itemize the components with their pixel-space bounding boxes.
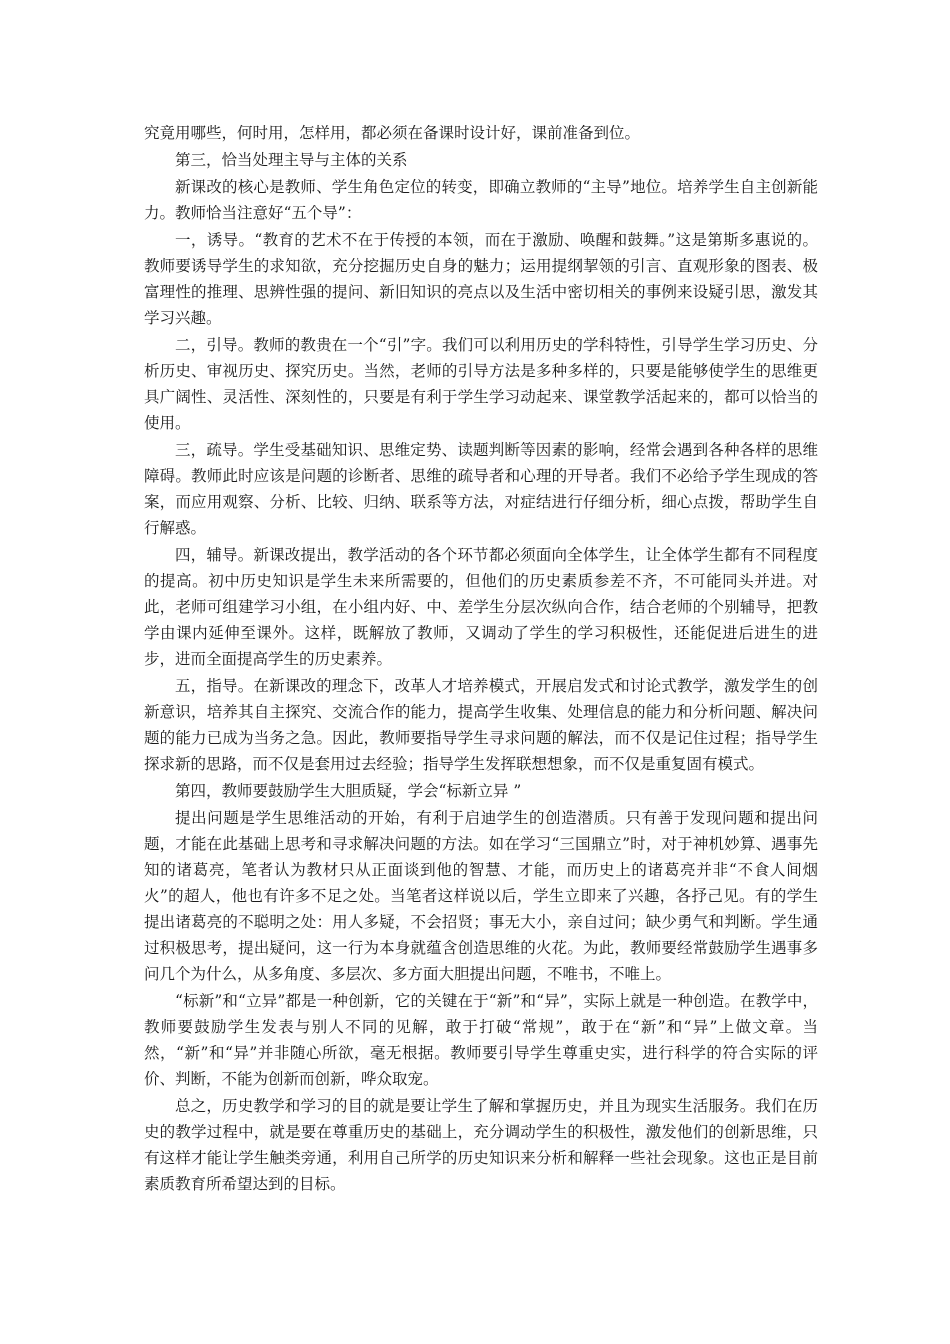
paragraph-questioning: 提出问题是学生思维活动的开始，有利于启迪学生的创造潜质。只有善于发现问题和提出问题，才能在此基础上思考和寻求解决问题的方法。如在学习“三国鼎立”时，对于神机妙算、遇事先知的诸葛亮，笔者认为教材只从正面谈到他的智慧、才能，而历史上的诸葛亮并非“不食人间烟火”的超人，他也有许多不足之处。当笔者这样说以后，学生立即来了兴趣，各抒己见。有的学生提出诸葛亮的不聪明之处：用人多疑，不会招贤；事无大小，亲自过问；缺少勇气和判断。学生通过积极思考，提出疑问，这一行为本身就蕴含创造思维的火花。为此，教师要经常鼓励学生遇事多问几个为什么，从多角度、多层次、多方面大胆提出问题，不唯书，不唯上。 <box>144 809 818 983</box>
paragraph-tutor: 四，辅导。新课改提出，教学活动的各个环节都必须面向全体学生，让全体学生都有不同程度的提高。初中历史知识是学生未来所需要的，但他们的历史素质参差不齐，不可能同头并进。对此，老师可组建学习小组，在小组内好、中、差学生分层次纵向合作，结合老师的个别辅导，把教学由课内延伸至课外。这样，既解放了教师，又调动了学生的学习积极性，还能促进后进生的进步，进而全面提高学生的历史素养。 <box>144 546 818 668</box>
paragraph-intro: 新课改的核心是教师、学生角色定位的转变，即确立教师的“主导”地位。培养学生自主创新能力。教师恰当注意好“五个导”： <box>144 178 818 222</box>
paragraph-guide: 二，引导。教师的教贵在一个“引”字。我们可以利用历史的学科特性，引导学生学习历史、分析历史、审视历史、探究历史。当然，老师的引导方法是多种多样的，只要是能够使学生的思维更具广阔性、灵活性、深刻性的，只要是有利于学生学习动起来、课堂教学活起来的，都可以恰当的使用。 <box>144 336 818 432</box>
paragraph-channel: 三，疏导。学生受基础知识、思维定势、读题判断等因素的影响，经常会遇到各种各样的思维障碍。教师此时应该是问题的诊断者、思维的疏导者和心理的开导者。我们不必给予学生现成的答案，而应用观察、分析、比较、归纳、联系等方法，对症结进行仔细分析，细心点拨，帮助学生自行解惑。 <box>144 441 818 537</box>
paragraph-innovation: “标新”和“立异”都是一种创新，它的关键在于“新”和“异”，实际上就是一种创造。在教学中，教师要鼓励学生发表与别人不同的见解，敢于打破“常规”，敢于在“新”和“异”上做文章。当然，“新”和“异”并非随心所欲，毫无根据。教师要引导学生尊重史实，进行科学的符合实际的评价、判断，不能为创新而创新，哗众取宠。 <box>144 992 818 1088</box>
section-heading-third: 第三，恰当处理主导与主体的关系 <box>175 151 408 169</box>
paragraph-induce: 一，诱导。“教育的艺术不在于传授的本领，而在于激励、唤醒和鼓舞。”这是第斯多惠说的。教师要诱导学生的求知欲，充分挖掘历史自身的魅力；运用提纲挈领的引言、直观形象的图表、极富理性的推理、思辨性强的提问、新旧知识的亮点以及生活中密切相关的事例来设疑引思，激发其学习兴趣。 <box>144 231 818 327</box>
section-heading-fourth: 第四，教师要鼓励学生大胆质疑，学会“标新立异 ” <box>175 782 522 800</box>
paragraph-continuation: 究竟用哪些，何时用，怎样用，都必须在备课时设计好，课前准备到位。 <box>144 124 641 142</box>
paragraph-conclusion: 总之，历史教学和学习的目的就是要让学生了解和掌握历史，并且为现实生活服务。我们在历史的教学过程中，就是要在尊重历史的基础上，充分调动学生的积极性，激发他们的创新思维，只有这样才能让学生触类旁通，利用自己所学的历史知识来分析和解释一些社会现象。这也正是目前素质教育所希望达到的目标。 <box>144 1097 818 1193</box>
document-page <box>144 120 818 1198</box>
paragraph-direct: 五，指导。在新课改的理念下，改革人才培养模式，开展启发式和讨论式教学，激发学生的创新意识，培养其自主探究、交流合作的能力，提高学生收集、处理信息的能力和分析问题、解决问题的能力已成为当务之急。因此，教师要指导学生寻求问题的解法，而不仅是记住过程；指导学生探求新的思路，而不仅是套用过去经验；指导学生发挥联想想象，而不仅是重复固有模式。 <box>144 677 818 773</box>
